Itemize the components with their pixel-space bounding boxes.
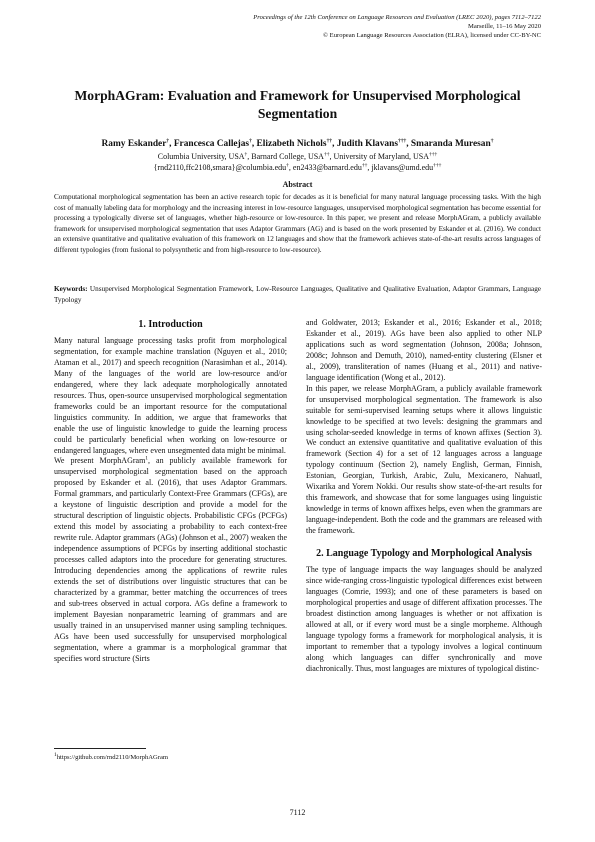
section-heading-introduction: 1. Introduction <box>138 319 203 330</box>
author-sep: , <box>169 139 174 149</box>
affiliation-name: Barnard College, USA <box>251 152 324 161</box>
author-name: Smaranda Muresan <box>410 139 491 149</box>
email-mark: ††† <box>433 162 442 169</box>
abstract-heading: Abstract <box>282 180 313 189</box>
author-sep: , <box>332 139 337 149</box>
keywords <box>54 284 541 305</box>
email-sep: , <box>288 163 293 172</box>
abstract-body: Computational morphological segmentation has been an active research topic for decades as it is beneficial for many natural language processing tasks. With the high cost of manually labeling data for morphology and the increasing interest in low-resource languages, unsupervised morphological segmentation has become essential for processing a typologically diverse set of languages, whether high-resource or low-resource. In this paper, we present and release MorphAGram, a publicly available framework for unsupervised morphological segmentation that uses Adaptor Grammars (AG) and is based on the work presented by Eskander et al. (2016). We conduct an extensive quantitative and qualitative evaluation of this framework on 12 languages and show that the framework achieves state-of-the-art results across languages of different typologies (from fusional to polysynthetic and from high-resource to low-resource). <box>54 193 541 254</box>
paragraph-text: , an publicly available framework for unsupervised morphological segmentation based on the approach proposed by Eskander et al. (2016), that uses Adaptor Grammars. Formal grammars, and particularly Context-Free Grammars (CFGs), are a keystone of linguistic description and provide a model for the structural description of linguistic objects. Probabilistic CFGs (PCFGs) extend this model by associating a probability to each context-free rewrite rule. Adaptor grammars (AGs) (Johnson et al., 2007) weaken the independence assumptions of PCFGs by inserting additional stochastic processes called adaptors into the procedure for generating structures. Introducing dependencies among the applications of rewrite rules extends the set of distributions over linguistic structures that can be characterized by a grammar, better matching the occurrences of trees and sub-trees observed in actual corpora. AGs define a framework to implement Bayesian nonparametric learning of grammars and are usually trained in an unsupervised manner using sampling techniques. AGs have been used successfully for unsupervised morphological segmentation, where a grammar is a morphological grammar that specifies word structure (Sirts <box>54 456 287 663</box>
author-name: Francesca Callejas <box>173 139 250 149</box>
keywords-text: Unsupervised Morphological Segmentation Framework, Low-Resource Languages, Qualitative and Qualitative Evaluation, Adaptor Grammars, Language Typology <box>54 285 542 304</box>
author-name: Elizabeth Nichols <box>256 139 327 149</box>
email-sep: , <box>367 163 372 172</box>
email-address: en2433@barnard.edu <box>292 163 362 172</box>
location-line: Marseille, 11–16 May 2020 <box>467 23 541 30</box>
affiliation-name: University of Maryland, USA <box>333 152 429 161</box>
footnote-mark: 1 <box>54 751 57 758</box>
email-address: {rnd2110,ffc2108,smara}@columbia.edu <box>153 163 287 172</box>
keywords-label: Keywords: <box>54 285 88 293</box>
email-mark: † <box>286 162 289 169</box>
author-name: Judith Klavans <box>336 139 398 149</box>
right-column <box>306 318 542 675</box>
affiliation-sep: , <box>329 152 334 161</box>
author-mark: † <box>166 137 170 144</box>
paragraph: In this paper, we release MorphAGram, a publicly available framework for unsupervised morphological segmentation. The framework is also suitable for semi-supervised learning setups where it allows linguistic knowledge to be specified at two levels: designing the grammars and using scholar-seeded knowledge in terms of known affixes (Section 3). We conduct an extensive quantitative and qualitative evaluation of this framework (Section 4) for a set of 12 languages across a language typology continuum (Section 2), namely English, German, Finnish, Estonian, Georgian, Turkish, Arabic, Zulu, Mexicanero, Nahuatl, Wixarika and Yorem Nokki. Our results show state-of-the-art results for this framework, and showcase that for some languages using linguistic knowledge in terms of known affixes helps, even when the grammars are language-independent. Both the code and the grammars are released with the framework. <box>306 383 542 536</box>
paragraph: Many natural language processing tasks profit from morphological segmentation, for example machine translation (Nguyen et al., 2010; Ataman et al., 2017) and speech recognition (Narasimhan et al., 2014). Many of the languages of the world are low-resource and/or endangered, where they lack adequate morphologically annotated resources. Thus, open-source unsupervised morphological segmentation frameworks could be an important resource for the computational linguistics community. In addition, we argue that frameworks that enable the use of linguistic knowledge to guide the learning process could be particularly beneficial when working on low-resource or endangered languages, where even unsegmented data might be minimal. <box>54 336 287 455</box>
email-address: jklavans@umd.edu <box>371 163 434 172</box>
left-column <box>54 318 287 665</box>
author-name: Ramy Eskander <box>101 139 167 149</box>
paper-title: MorphAGram: Evaluation and Framework for Unsupervised Morphological Segmentation <box>74 88 521 121</box>
affiliation-name: Columbia University, USA <box>157 152 245 161</box>
affiliation-mark: † <box>244 151 248 158</box>
affiliation-sep: , <box>247 152 252 161</box>
footnote-link[interactable]: https://github.com/rnd2110/MorphAGram <box>56 754 169 761</box>
footnote-divider <box>54 748 146 749</box>
author-list <box>40 138 555 150</box>
paragraph: and Goldwater, 2013; Eskander et al., 2016; Eskander et al., 2018; Eskander et al., 2019). AGs have been also applied to other NLP applications such as word segmentation (Johnson, 2008a; Johnson, 2008c; Johnson and Demuth, 2010), named-entity clustering (Elsner et al., 2009), transliteration of names (Huang et al., 2011) and native-language identification (Wong et al., 2012). <box>306 318 542 382</box>
affiliation-list <box>54 152 541 162</box>
author-sep: , <box>406 139 411 149</box>
paragraph <box>54 456 287 664</box>
author-mark: ††† <box>397 137 407 144</box>
author-sep: , <box>251 139 257 149</box>
author-mark: † <box>249 137 252 144</box>
footnote <box>54 753 287 762</box>
license-line: © European Language Resources Association (ELRA), licensed under CC-BY-NC <box>323 32 541 39</box>
author-mark: † <box>490 137 494 144</box>
section-heading-typology: 2. Language Typology and Morphological Analysis <box>316 548 532 560</box>
email-mark: †† <box>361 162 368 169</box>
footnote-ref[interactable]: 1 <box>145 455 149 462</box>
paragraph-text: We present MorphAGram <box>54 456 146 466</box>
affiliation-mark: ††† <box>429 151 438 158</box>
author-mark: †† <box>326 137 333 144</box>
email-list <box>54 163 541 173</box>
paragraph: The type of language impacts the way languages should be analyzed since wide-ranging cross-linguistic typological differences exist between languages (Comrie, 1993); and one of these parameters is based on morphological properties and usage of different affixation processes. The broadest distinction among languages is whether or not affixation is allowed at all, or if every word must be a single morpheme. Although language typology forms a framework for morphological analysis, it is important to remember that a typology involves a logical continuum along which languages can differ synchronically and move diachronically. Thus, most languages are mixtures of typological distinc- <box>306 565 542 673</box>
venue-line: Proceedings of the 12th Conference on Language Resources and Evaluation (LREC 2020), pages 7112–7122 <box>253 14 541 21</box>
page-header <box>201 13 541 40</box>
affiliation-mark: †† <box>323 151 330 158</box>
page-number: 7112 <box>289 808 306 817</box>
